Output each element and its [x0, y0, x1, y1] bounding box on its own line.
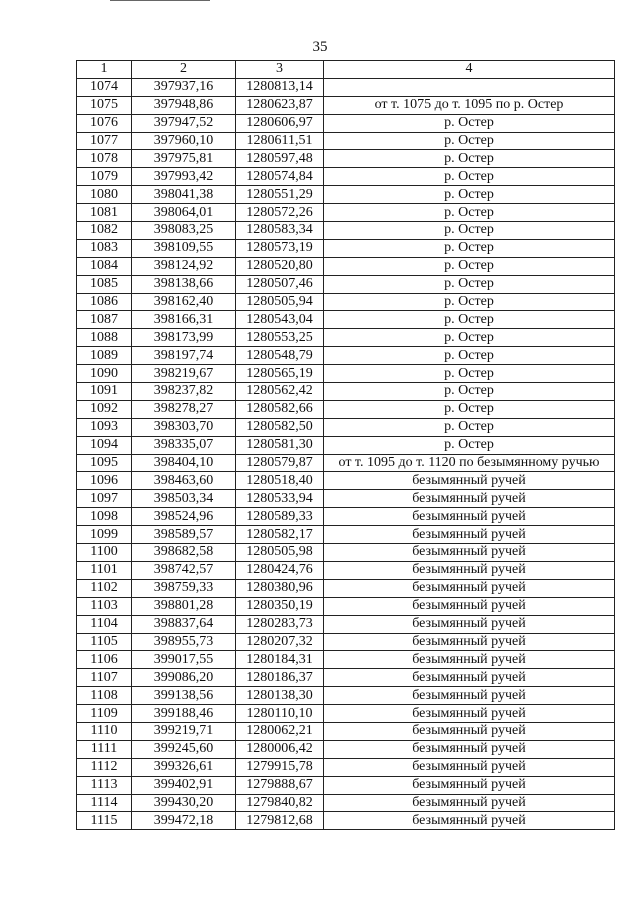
point-number-cell: 1097 — [77, 490, 132, 508]
description-cell: безымянный ручей — [324, 579, 615, 597]
y-coordinate-cell: 1280505,94 — [236, 293, 324, 311]
table-row — [77, 526, 615, 544]
x-coordinate-cell: 398166,31 — [132, 311, 236, 329]
x-coordinate-cell: 398682,58 — [132, 544, 236, 562]
y-coordinate-cell: 1280572,26 — [236, 204, 324, 222]
column-header: 1 — [77, 61, 132, 79]
table-row — [77, 383, 615, 401]
x-coordinate-cell: 399188,46 — [132, 705, 236, 723]
x-coordinate-cell: 397948,86 — [132, 96, 236, 114]
y-coordinate-cell: 1280606,97 — [236, 114, 324, 132]
y-coordinate-cell: 1280505,98 — [236, 544, 324, 562]
description-cell: безымянный ручей — [324, 740, 615, 758]
description-cell: р. Остер — [324, 383, 615, 401]
x-coordinate-cell: 398173,99 — [132, 329, 236, 347]
description-cell: безымянный ручей — [324, 526, 615, 544]
point-number-cell: 1080 — [77, 186, 132, 204]
y-coordinate-cell: 1280582,50 — [236, 418, 324, 436]
table-row — [77, 633, 615, 651]
y-coordinate-cell: 1280518,40 — [236, 472, 324, 490]
description-cell: безымянный ручей — [324, 776, 615, 794]
x-coordinate-cell: 398335,07 — [132, 436, 236, 454]
x-coordinate-cell: 397993,42 — [132, 168, 236, 186]
y-coordinate-cell: 1280623,87 — [236, 96, 324, 114]
x-coordinate-cell: 398138,66 — [132, 275, 236, 293]
point-number-cell: 1108 — [77, 687, 132, 705]
description-cell: р. Остер — [324, 204, 615, 222]
table-row — [77, 490, 615, 508]
description-cell: р. Остер — [324, 132, 615, 150]
point-number-cell: 1074 — [77, 78, 132, 96]
description-cell: р. Остер — [324, 239, 615, 257]
y-coordinate-cell: 1280597,48 — [236, 150, 324, 168]
table-row — [77, 561, 615, 579]
y-coordinate-cell: 1280611,51 — [236, 132, 324, 150]
point-number-cell: 1113 — [77, 776, 132, 794]
point-number-cell: 1112 — [77, 758, 132, 776]
column-header: 4 — [324, 61, 615, 79]
point-number-cell: 1087 — [77, 311, 132, 329]
x-coordinate-cell: 397960,10 — [132, 132, 236, 150]
table-row — [77, 293, 615, 311]
table-row — [77, 651, 615, 669]
x-coordinate-cell: 398801,28 — [132, 597, 236, 615]
table-row — [77, 722, 615, 740]
y-coordinate-cell: 1280581,30 — [236, 436, 324, 454]
table-row — [77, 114, 615, 132]
x-coordinate-cell: 398237,82 — [132, 383, 236, 401]
x-coordinate-cell: 398463,60 — [132, 472, 236, 490]
y-coordinate-cell: 1280520,80 — [236, 257, 324, 275]
description-cell: р. Остер — [324, 293, 615, 311]
x-coordinate-cell: 398404,10 — [132, 454, 236, 472]
description-cell: безымянный ручей — [324, 615, 615, 633]
description-cell: р. Остер — [324, 186, 615, 204]
y-coordinate-cell: 1280551,29 — [236, 186, 324, 204]
point-number-cell: 1095 — [77, 454, 132, 472]
x-coordinate-cell: 398759,33 — [132, 579, 236, 597]
table-row — [77, 436, 615, 454]
point-number-cell: 1094 — [77, 436, 132, 454]
table-row — [77, 239, 615, 257]
point-number-cell: 1092 — [77, 400, 132, 418]
description-cell: р. Остер — [324, 257, 615, 275]
description-cell — [324, 78, 615, 96]
description-cell: р. Остер — [324, 168, 615, 186]
table-row — [77, 329, 615, 347]
table-row — [77, 508, 615, 526]
x-coordinate-cell: 398589,57 — [132, 526, 236, 544]
table-row — [77, 615, 615, 633]
description-cell: безымянный ручей — [324, 687, 615, 705]
table-row — [77, 740, 615, 758]
x-coordinate-cell: 399402,91 — [132, 776, 236, 794]
point-number-cell: 1114 — [77, 794, 132, 812]
x-coordinate-cell: 399138,56 — [132, 687, 236, 705]
y-coordinate-cell: 1280574,84 — [236, 168, 324, 186]
description-cell: безымянный ручей — [324, 812, 615, 830]
description-cell: р. Остер — [324, 365, 615, 383]
table-row — [77, 812, 615, 830]
description-cell: р. Остер — [324, 347, 615, 365]
column-header: 2 — [132, 61, 236, 79]
x-coordinate-cell: 398041,38 — [132, 186, 236, 204]
y-coordinate-cell: 1280543,04 — [236, 311, 324, 329]
table-row — [77, 168, 615, 186]
point-number-cell: 1085 — [77, 275, 132, 293]
table-row — [77, 597, 615, 615]
point-number-cell: 1086 — [77, 293, 132, 311]
description-cell: р. Остер — [324, 436, 615, 454]
point-number-cell: 1107 — [77, 669, 132, 687]
y-coordinate-cell: 1280507,46 — [236, 275, 324, 293]
column-header: 3 — [236, 61, 324, 79]
x-coordinate-cell: 398742,57 — [132, 561, 236, 579]
point-number-cell: 1088 — [77, 329, 132, 347]
table-row — [77, 132, 615, 150]
table-row — [77, 579, 615, 597]
y-coordinate-cell: 1280062,21 — [236, 722, 324, 740]
description-cell: р. Остер — [324, 275, 615, 293]
point-number-cell: 1089 — [77, 347, 132, 365]
point-number-cell: 1078 — [77, 150, 132, 168]
point-number-cell: 1099 — [77, 526, 132, 544]
y-coordinate-cell: 1280186,37 — [236, 669, 324, 687]
y-coordinate-cell: 1279840,82 — [236, 794, 324, 812]
description-cell: р. Остер — [324, 311, 615, 329]
table-row — [77, 687, 615, 705]
x-coordinate-cell: 398124,92 — [132, 257, 236, 275]
description-cell: безымянный ручей — [324, 633, 615, 651]
point-number-cell: 1091 — [77, 383, 132, 401]
description-cell: р. Остер — [324, 400, 615, 418]
table-row — [77, 454, 615, 472]
point-number-cell: 1076 — [77, 114, 132, 132]
x-coordinate-cell: 398524,96 — [132, 508, 236, 526]
x-coordinate-cell: 398303,70 — [132, 418, 236, 436]
point-number-cell: 1100 — [77, 544, 132, 562]
y-coordinate-cell: 1279888,67 — [236, 776, 324, 794]
description-cell: безымянный ручей — [324, 669, 615, 687]
y-coordinate-cell: 1280573,19 — [236, 239, 324, 257]
y-coordinate-cell: 1280350,19 — [236, 597, 324, 615]
y-coordinate-cell: 1279915,78 — [236, 758, 324, 776]
y-coordinate-cell: 1280380,96 — [236, 579, 324, 597]
x-coordinate-cell: 398503,34 — [132, 490, 236, 508]
point-number-cell: 1081 — [77, 204, 132, 222]
description-cell: безымянный ручей — [324, 472, 615, 490]
table-row — [77, 96, 615, 114]
y-coordinate-cell: 1280424,76 — [236, 561, 324, 579]
table-row — [77, 544, 615, 562]
table-row — [77, 150, 615, 168]
page-number: 35 — [312, 39, 328, 55]
y-coordinate-cell: 1280579,87 — [236, 454, 324, 472]
y-coordinate-cell: 1280583,34 — [236, 222, 324, 240]
y-coordinate-cell: 1280548,79 — [236, 347, 324, 365]
point-number-cell: 1093 — [77, 418, 132, 436]
y-coordinate-cell: 1280283,73 — [236, 615, 324, 633]
x-coordinate-cell: 398955,73 — [132, 633, 236, 651]
y-coordinate-cell: 1280553,25 — [236, 329, 324, 347]
x-coordinate-cell: 399430,20 — [132, 794, 236, 812]
y-coordinate-cell: 1280006,42 — [236, 740, 324, 758]
coordinates-table — [76, 60, 615, 830]
table-row — [77, 78, 615, 96]
table-row — [77, 669, 615, 687]
point-number-cell: 1105 — [77, 633, 132, 651]
y-coordinate-cell: 1279812,68 — [236, 812, 324, 830]
description-cell: от т. 1075 до т. 1095 по р. Остер — [324, 96, 615, 114]
x-coordinate-cell: 398083,25 — [132, 222, 236, 240]
table-row — [77, 311, 615, 329]
y-coordinate-cell: 1280582,66 — [236, 400, 324, 418]
description-cell: безымянный ручей — [324, 705, 615, 723]
y-coordinate-cell: 1280813,14 — [236, 78, 324, 96]
y-coordinate-cell: 1280533,94 — [236, 490, 324, 508]
x-coordinate-cell: 399245,60 — [132, 740, 236, 758]
table-row — [77, 776, 615, 794]
point-number-cell: 1104 — [77, 615, 132, 633]
y-coordinate-cell: 1280589,33 — [236, 508, 324, 526]
point-number-cell: 1101 — [77, 561, 132, 579]
description-cell: безымянный ручей — [324, 651, 615, 669]
table-row — [77, 400, 615, 418]
point-number-cell: 1102 — [77, 579, 132, 597]
x-coordinate-cell: 399086,20 — [132, 669, 236, 687]
x-coordinate-cell: 397975,81 — [132, 150, 236, 168]
x-coordinate-cell: 398278,27 — [132, 400, 236, 418]
y-coordinate-cell: 1280582,17 — [236, 526, 324, 544]
x-coordinate-cell: 398219,67 — [132, 365, 236, 383]
x-coordinate-cell: 398162,40 — [132, 293, 236, 311]
table-row — [77, 186, 615, 204]
point-number-cell: 1110 — [77, 722, 132, 740]
point-number-cell: 1109 — [77, 705, 132, 723]
x-coordinate-cell: 398837,64 — [132, 615, 236, 633]
description-cell: р. Остер — [324, 222, 615, 240]
x-coordinate-cell: 399219,71 — [132, 722, 236, 740]
table-row — [77, 222, 615, 240]
point-number-cell: 1096 — [77, 472, 132, 490]
point-number-cell: 1083 — [77, 239, 132, 257]
point-number-cell: 1115 — [77, 812, 132, 830]
description-cell: безымянный ручей — [324, 722, 615, 740]
y-coordinate-cell: 1280207,32 — [236, 633, 324, 651]
description-cell: безымянный ручей — [324, 544, 615, 562]
description-cell: безымянный ручей — [324, 794, 615, 812]
description-cell: безымянный ручей — [324, 490, 615, 508]
x-coordinate-cell: 399472,18 — [132, 812, 236, 830]
table-body — [77, 78, 615, 829]
table-row — [77, 275, 615, 293]
x-coordinate-cell: 398109,55 — [132, 239, 236, 257]
x-coordinate-cell: 399326,61 — [132, 758, 236, 776]
point-number-cell: 1098 — [77, 508, 132, 526]
table-row — [77, 365, 615, 383]
point-number-cell: 1106 — [77, 651, 132, 669]
x-coordinate-cell: 397937,16 — [132, 78, 236, 96]
description-cell: безымянный ручей — [324, 508, 615, 526]
point-number-cell: 1090 — [77, 365, 132, 383]
y-coordinate-cell: 1280562,42 — [236, 383, 324, 401]
point-number-cell: 1082 — [77, 222, 132, 240]
description-cell: р. Остер — [324, 114, 615, 132]
point-number-cell: 1077 — [77, 132, 132, 150]
scan-edge-line — [110, 0, 210, 1]
description-cell: р. Остер — [324, 418, 615, 436]
table-row — [77, 705, 615, 723]
table-row — [77, 257, 615, 275]
table-row — [77, 758, 615, 776]
description-cell: р. Остер — [324, 150, 615, 168]
x-coordinate-cell: 397947,52 — [132, 114, 236, 132]
description-cell: от т. 1095 до т. 1120 по безымянному ручью — [324, 454, 615, 472]
table-row — [77, 204, 615, 222]
y-coordinate-cell: 1280565,19 — [236, 365, 324, 383]
table-row — [77, 794, 615, 812]
point-number-cell: 1103 — [77, 597, 132, 615]
y-coordinate-cell: 1280138,30 — [236, 687, 324, 705]
table-row — [77, 472, 615, 490]
table-row — [77, 418, 615, 436]
y-coordinate-cell: 1280184,31 — [236, 651, 324, 669]
point-number-cell: 1075 — [77, 96, 132, 114]
x-coordinate-cell: 398064,01 — [132, 204, 236, 222]
table-row — [77, 347, 615, 365]
description-cell: безымянный ручей — [324, 597, 615, 615]
x-coordinate-cell: 399017,55 — [132, 651, 236, 669]
point-number-cell: 1084 — [77, 257, 132, 275]
y-coordinate-cell: 1280110,10 — [236, 705, 324, 723]
x-coordinate-cell: 398197,74 — [132, 347, 236, 365]
point-number-cell: 1111 — [77, 740, 132, 758]
description-cell: безымянный ручей — [324, 561, 615, 579]
table-header-row — [77, 61, 615, 79]
description-cell: безымянный ручей — [324, 758, 615, 776]
description-cell: р. Остер — [324, 329, 615, 347]
point-number-cell: 1079 — [77, 168, 132, 186]
